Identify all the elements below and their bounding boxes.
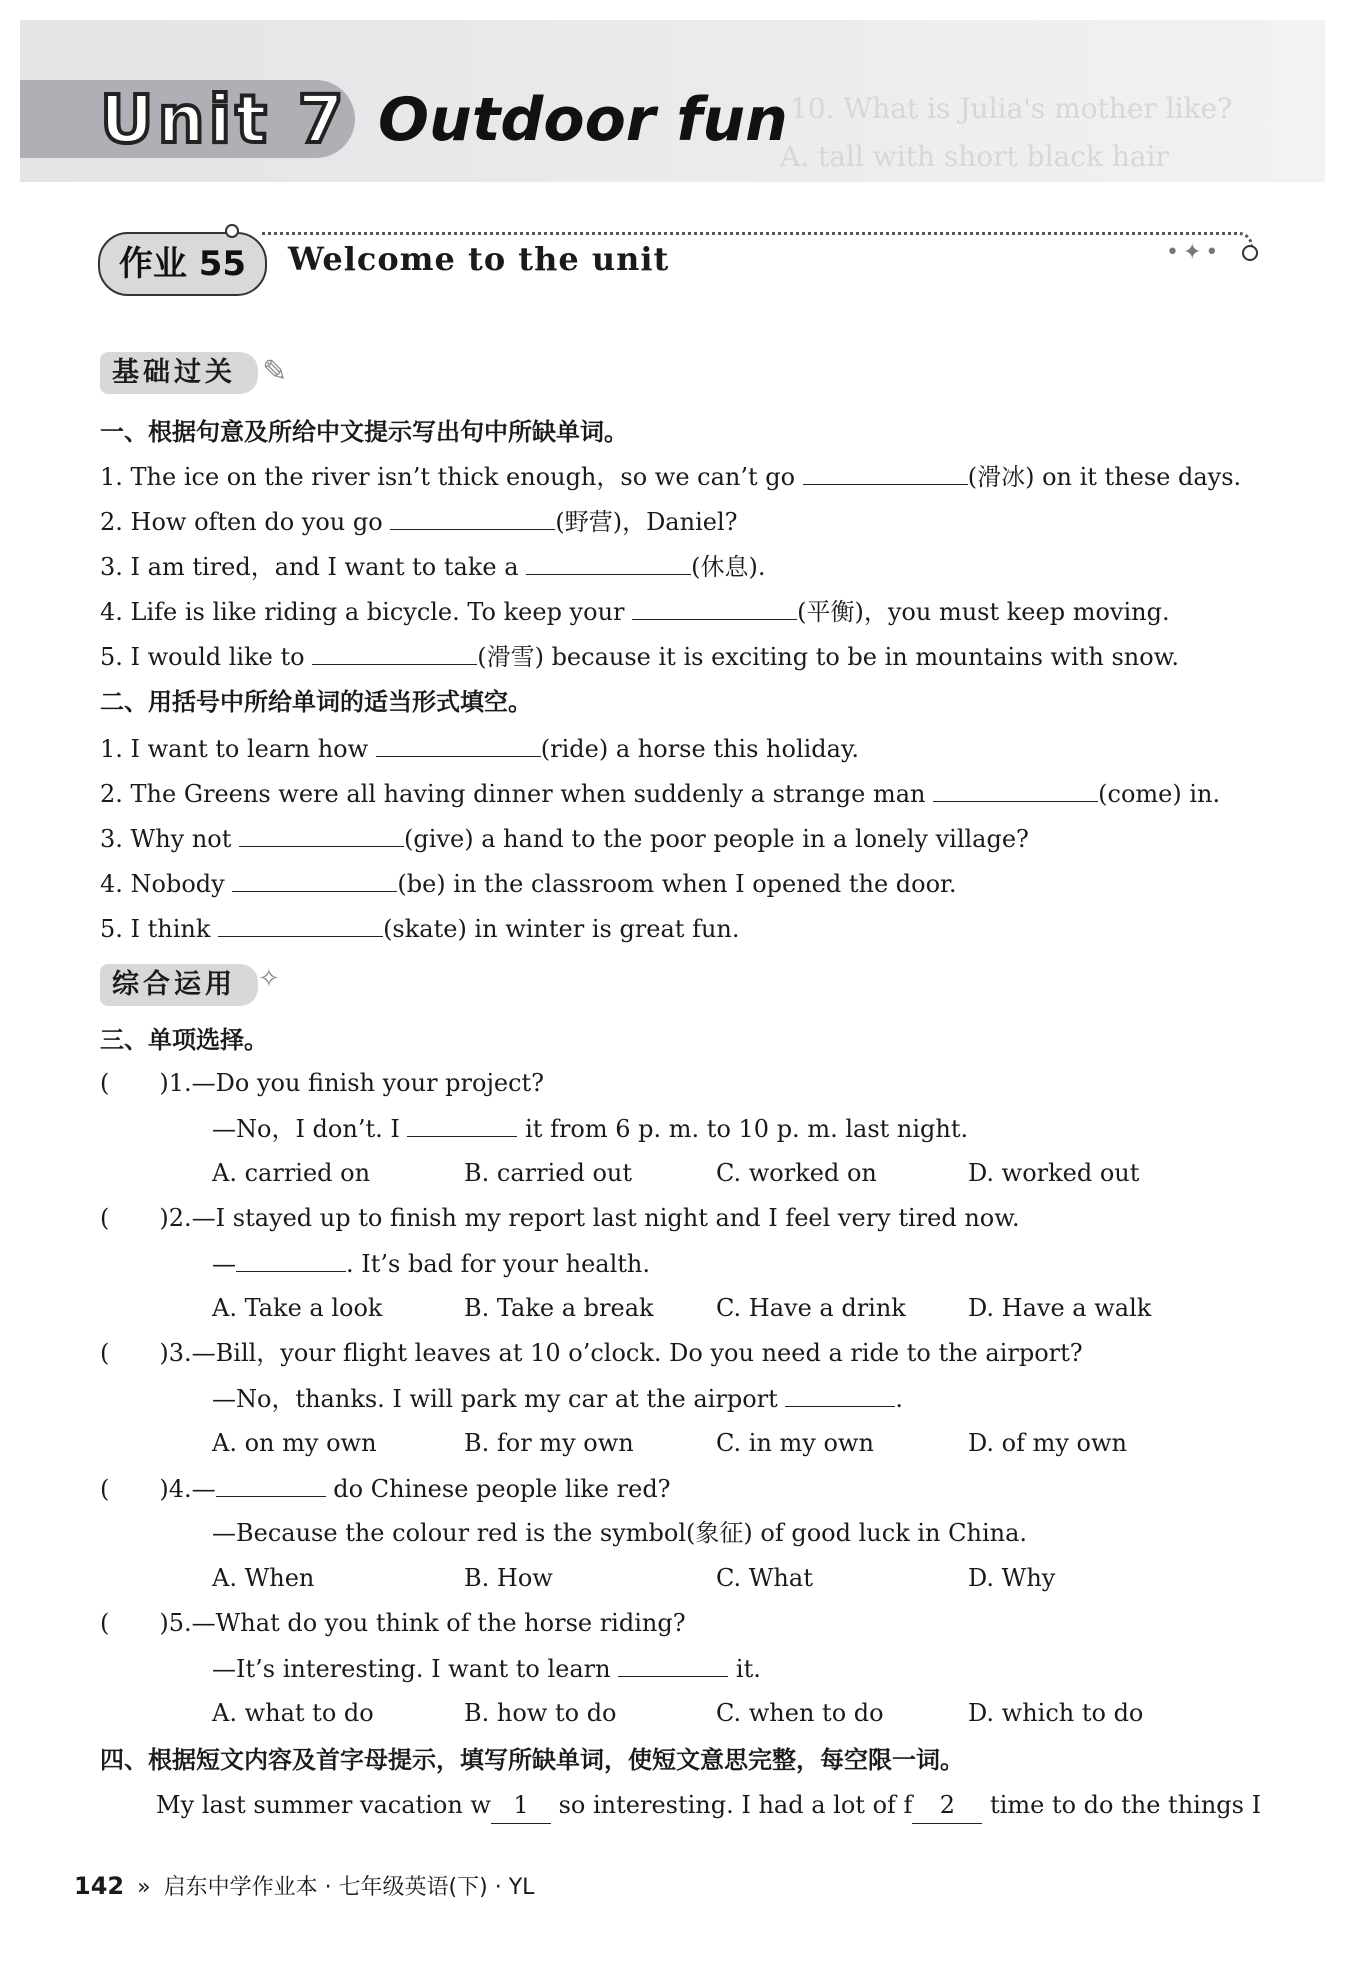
homework-title: Welcome to the unit [288,240,670,278]
list-item: 5. I would like to (滑雪) because it is exciting to be in mountains with snow. [100,638,1179,675]
list-item: 3. Why not (give) a hand to the poor people in a lonely village? [100,820,1029,857]
question: ( )5.—What do you think of the horse riding? [100,1609,686,1637]
sparkle-icon: •✦• [1166,240,1223,265]
answer-blank[interactable] [785,1380,895,1407]
option-d[interactable]: D. Have a walk [968,1294,1152,1322]
answer-blank[interactable] [232,865,397,892]
list-item: 1. The ice on the river isn’t thick enough，so we can’t go (滑冰) on it these days. [100,458,1241,495]
question-response: —It’s interesting. I want to learn it. [212,1650,761,1687]
list-item: 4. Nobody (be) in the classroom when I opened the door. [100,865,957,902]
answer-blank[interactable] [933,775,1098,802]
list-item: 2. How often do you go (野营)，Daniel? [100,503,738,540]
list-item: 4. Life is like riding a bicycle. To keep your (平衡)，you must keep moving. [100,593,1170,630]
question-response: — . It’s bad for your health. [212,1245,650,1282]
question: ( )1.—Do you finish your project? [100,1069,545,1097]
section-tag-basic: 基础过关 [100,352,258,394]
section-tag-integrated: 综合运用 [100,964,258,1006]
numbered-blank[interactable]: 1 [491,1787,551,1824]
sparkle-icon: ✧ [258,964,280,994]
option-b[interactable]: B. carried out [464,1159,633,1187]
answer-blank[interactable] [618,1650,728,1677]
option-c[interactable]: C. What [716,1564,813,1592]
list-item: 3. I am tired，and I want to take a (休息). [100,548,766,585]
option-a[interactable]: A. on my own [212,1429,377,1457]
homework-badge: 作业 55 [98,232,267,296]
answer-blank[interactable] [376,730,541,757]
ring-icon [1242,245,1258,261]
option-d[interactable]: D. which to do [968,1699,1144,1727]
answer-blank[interactable] [632,593,797,620]
option-d[interactable]: D. Why [968,1564,1056,1592]
answer-blank[interactable] [239,820,404,847]
option-b[interactable]: B. How [464,1564,553,1592]
bleed-through-text: A. tall with short black hair [780,140,1169,173]
question-response: —Because the colour red is the symbol(象征) of good luck in China. [212,1519,1028,1547]
answer-blank[interactable] [803,458,968,485]
list-item: 5. I think (skate) in winter is great fun. [100,910,740,947]
option-a[interactable]: A. When [212,1564,315,1592]
question: ( )2.—I stayed up to finish my report last night and I feel very tired now. [100,1204,1020,1232]
answer-blank[interactable] [390,503,555,530]
option-a[interactable]: A. what to do [212,1699,374,1727]
question-response: —No，I don’t. I it from 6 p. m. to 10 p. m. last night. [212,1110,968,1147]
option-c[interactable]: C. in my own [716,1429,874,1457]
question: ( )3.—Bill，your flight leaves at 10 o’clock. Do you need a ride to the airport? [100,1339,1083,1367]
question: ( )4.— do Chinese people like red? [100,1470,671,1507]
part4-heading: 四、根据短文内容及首字母提示，填写所缺单词，使短文意思完整，每空限一词。 [100,1746,964,1774]
answer-blank[interactable] [218,910,383,937]
answer-blank[interactable] [236,1245,346,1272]
part3-heading: 三、单项选择。 [100,1026,268,1054]
option-d[interactable]: D. of my own [968,1429,1127,1457]
option-b[interactable]: B. Take a break [464,1294,654,1322]
option-b[interactable]: B. how to do [464,1699,617,1727]
numbered-blank[interactable]: 2 [912,1787,982,1824]
part1-heading: 一、根据句意及所给中文提示写出句中所缺单词。 [100,418,628,446]
page-footer [74,1870,534,1901]
answer-blank[interactable] [216,1470,326,1497]
option-b[interactable]: B. for my own [464,1429,634,1457]
part2-heading: 二、用括号中所给单词的适当形式填空。 [100,688,532,716]
unit-number: Unit 7 [100,81,348,158]
list-item: 1. I want to learn how (ride) a horse this holiday. [100,730,859,767]
double-arrow-icon: » [137,1875,151,1900]
option-c[interactable]: C. Have a drink [716,1294,906,1322]
passage-line: My last summer vacation w 1 so interesting. I had a lot of f 2 time to do the things I [156,1787,1261,1824]
option-a[interactable]: A. Take a look [212,1294,383,1322]
list-item: 2. The Greens were all having dinner when suddenly a strange man (come) in. [100,775,1220,812]
option-c[interactable]: C. when to do [716,1699,884,1727]
question-response: —No，thanks. I will park my car at the airport . [212,1380,903,1417]
option-d[interactable]: D. worked out [968,1159,1140,1187]
option-c[interactable]: C. worked on [716,1159,877,1187]
page-number: 142 [74,1872,125,1900]
ring-icon [225,224,239,238]
answer-blank[interactable] [407,1110,517,1137]
option-a[interactable]: A. carried on [212,1159,371,1187]
pencil-icon: ✎ [262,354,288,389]
answer-blank[interactable] [526,548,691,575]
unit-title: Outdoor fun [378,85,788,155]
bleed-through-text: 10. What is Julia's mother like? [790,92,1233,125]
answer-blank[interactable] [312,638,477,665]
book-title: 启东中学作业本 · 七年级英语(下) · YL [163,1875,535,1900]
